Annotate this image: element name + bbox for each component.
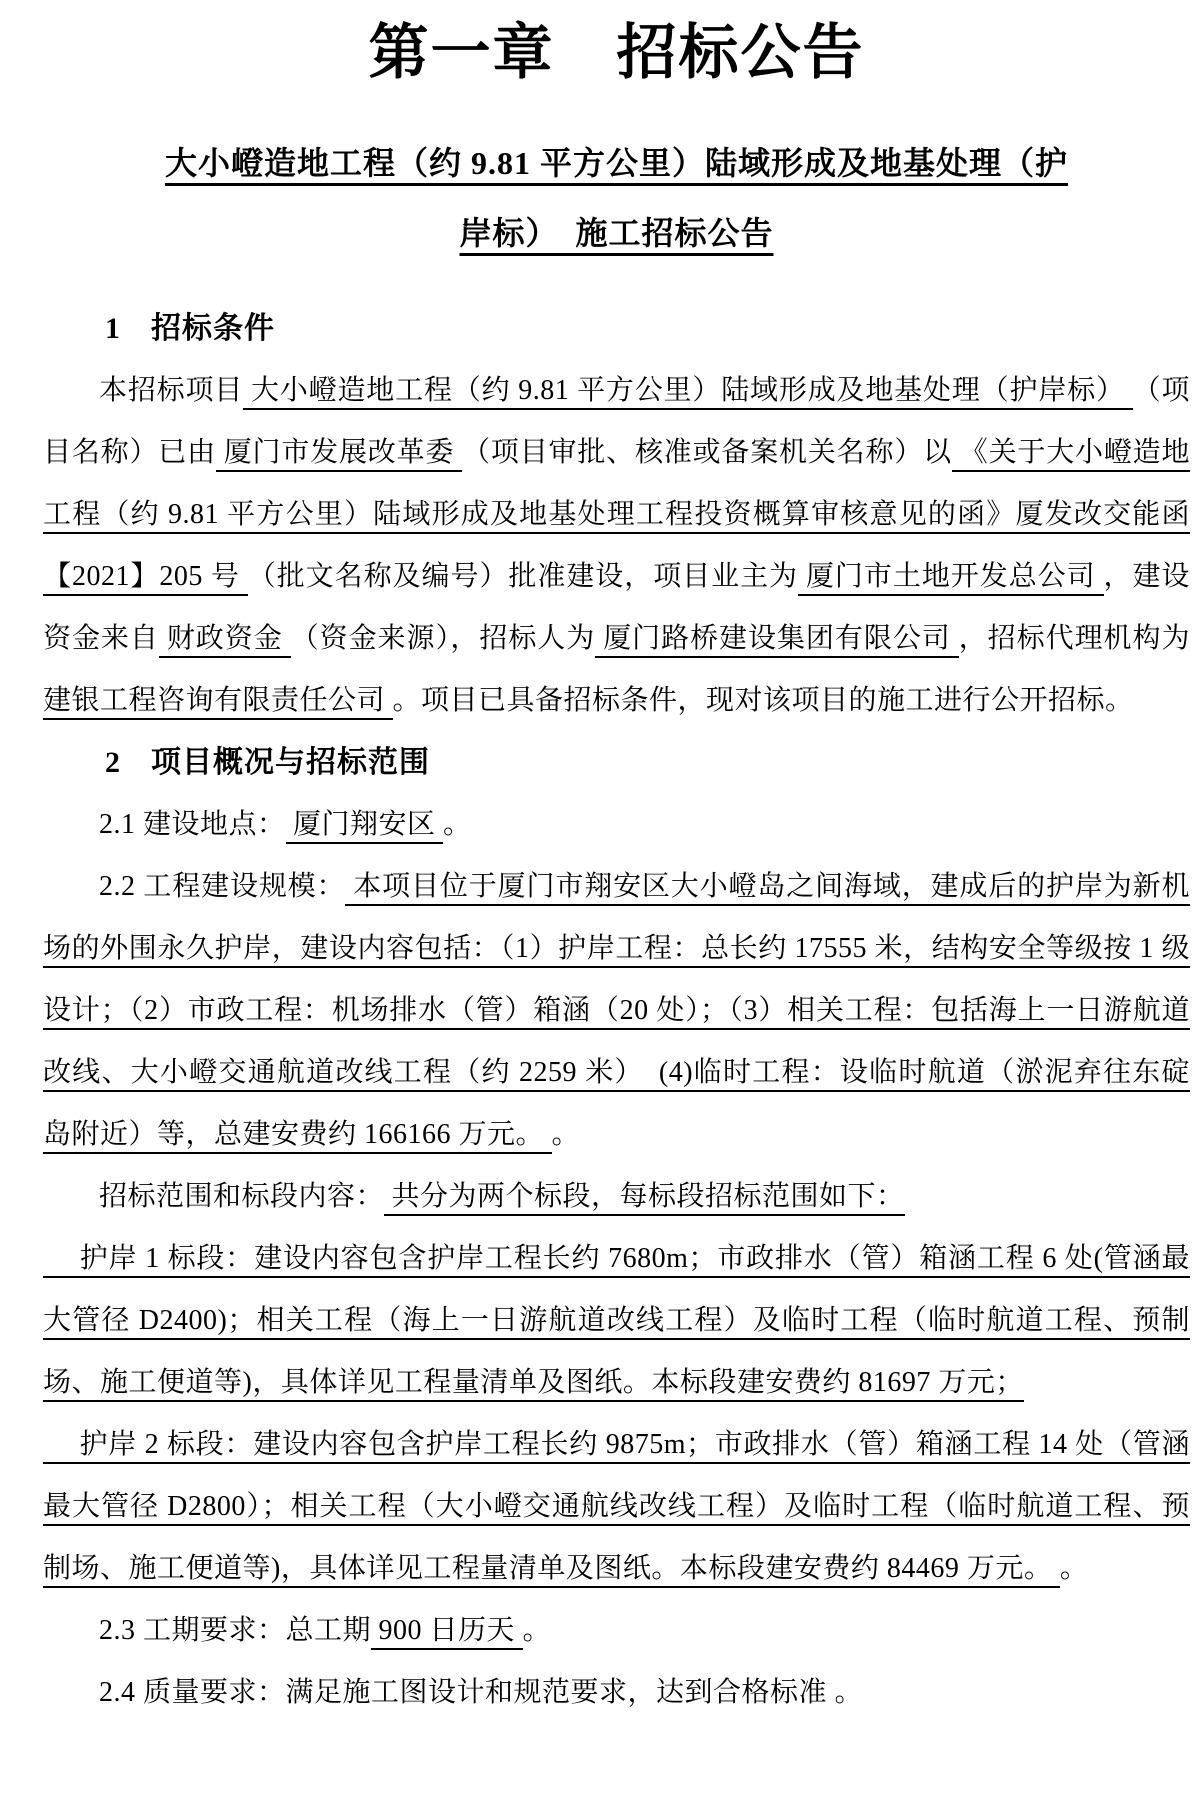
paragraph-text: 。 <box>1059 1553 1089 1584</box>
filled-blank: 大小嶝造地工程（约 9.81 平方公里）陆域形成及地基处理（护岸标） <box>243 375 1133 410</box>
filled-blank: 厦门翔安区 <box>286 809 444 844</box>
section-heading-1 <box>43 298 1190 360</box>
paragraph-text: 2.3 工期要求：总工期 <box>99 1615 372 1646</box>
filled-blank: 财政资金 <box>159 623 291 658</box>
paragraph-text: ，建设资金来自 <box>43 561 1190 654</box>
paragraph-text: 。 <box>522 1615 552 1646</box>
section-title: 招标条件 <box>151 312 275 345</box>
paragraph-text: 2.1 建设地点： <box>99 809 286 840</box>
filled-blank: 厦门市土地开发总公司 <box>798 561 1104 596</box>
paragraph-text: ，招标代理机构为 <box>958 623 1190 654</box>
paragraph-9 <box>43 1662 1190 1724</box>
filled-blank: 护岸 2 标段：建设内容包含护岸工程长约 9875m；市政排水（管）箱涵工程 14 处（管涵最大管径 D2800）；相关工程（大小嶝交通航线改线工程）及临时工程（临时航道工程、预制场、施工便道等)，具体详见工程量清单及图纸。本标段建安费约 84469 万元。 <box>43 1429 1190 1588</box>
filled-blank: 厦门市发展改革委 <box>216 437 462 472</box>
filled-blank: 本项目位于厦门市翔安区大小嶝岛之间海域，建成后的护岸为新机场的外围永久护岸，建设内容包括：（1）护岸工程：总长约 17555 米，结构安全等级按 1 级设计；（2）市政工程：机场排水（管）箱涵（20 处）；（3）相关工程：包括海上一日游航道改线、大小嶝交通航道改线工程（约 2259 米） (4)临时工程：设临时航道（淤泥弃往东碇岛附近）等，总建安费约 166166 万元。 <box>43 871 1190 1154</box>
document-subtitle-line1: 大小嶝造地工程（约 9.81 平方公里）陆域形成及地基处理（护 <box>164 145 1068 181</box>
document-subtitle-line2: 岸标） 施工招标公告 <box>459 215 774 251</box>
paragraph-4 <box>43 856 1190 1166</box>
paragraph-text: 2.2 工程建设规模： <box>99 871 346 902</box>
section-title: 项目概况与招标范围 <box>151 746 430 779</box>
paragraph-text: （批文名称及编号）批准建设，项目业主为 <box>247 561 799 592</box>
filled-blank: 护岸 1 标段：建设内容包含护岸工程长约 7680m；市政排水（管）箱涵工程 6 处(管涵最大管径 D2400)；相关工程（海上一日游航道改线工程）及临时工程（临时航道工程、预制场、施工便道等)，具体详见工程量清单及图纸。本标段建安费约 81697 万元； <box>43 1243 1190 1402</box>
filled-blank: 900 日历天 <box>371 1615 523 1650</box>
section-number: 2 <box>105 746 121 779</box>
paragraph-text: 。 <box>551 1119 581 1150</box>
paragraph-7 <box>43 1414 1190 1600</box>
section-heading-2 <box>43 732 1190 794</box>
paragraph-text: 2.4 质量要求：满足施工图设计和规范要求，达到合格标准 。 <box>99 1677 864 1708</box>
filled-blank: 共分为两个标段，每标段招标范围如下： <box>384 1181 905 1216</box>
document-body <box>43 298 1190 1724</box>
chapter-title: 第一章 招标公告 <box>368 20 865 86</box>
filled-blank: 建银工程咨询有限责任公司 <box>43 685 393 720</box>
filled-blank: 厦门路桥建设集团有限公司 <box>595 623 958 658</box>
paragraph-text: （项目名称）已由 <box>43 375 1190 468</box>
paragraph-text: （项目审批、核准或备案机关名称）以 <box>462 437 952 468</box>
paragraph-text: 本招标项目 <box>99 375 244 406</box>
paragraph-8 <box>43 1600 1190 1662</box>
paragraph-5 <box>43 1166 1190 1228</box>
paragraph-text: 。项目已具备招标条件，现对该项目的施工进行公开招标。 <box>392 685 1134 716</box>
section-number: 1 <box>105 312 121 345</box>
paragraph-text: （资金来源），招标人为 <box>290 623 596 654</box>
paragraph-text: 。 <box>443 809 472 840</box>
document-subtitle <box>43 128 1190 268</box>
paragraph-1 <box>43 360 1190 732</box>
paragraph-6 <box>43 1228 1190 1414</box>
filled-blank: 《关于大小嶝造地工程（约 9.81 平方公里）陆域形成及地基处理工程投资概算审核意见的函》厦发改交能函【2021】205 号 <box>43 437 1190 596</box>
paragraph-text: 招标范围和标段内容： <box>99 1181 385 1212</box>
paragraph-3 <box>43 794 1190 856</box>
